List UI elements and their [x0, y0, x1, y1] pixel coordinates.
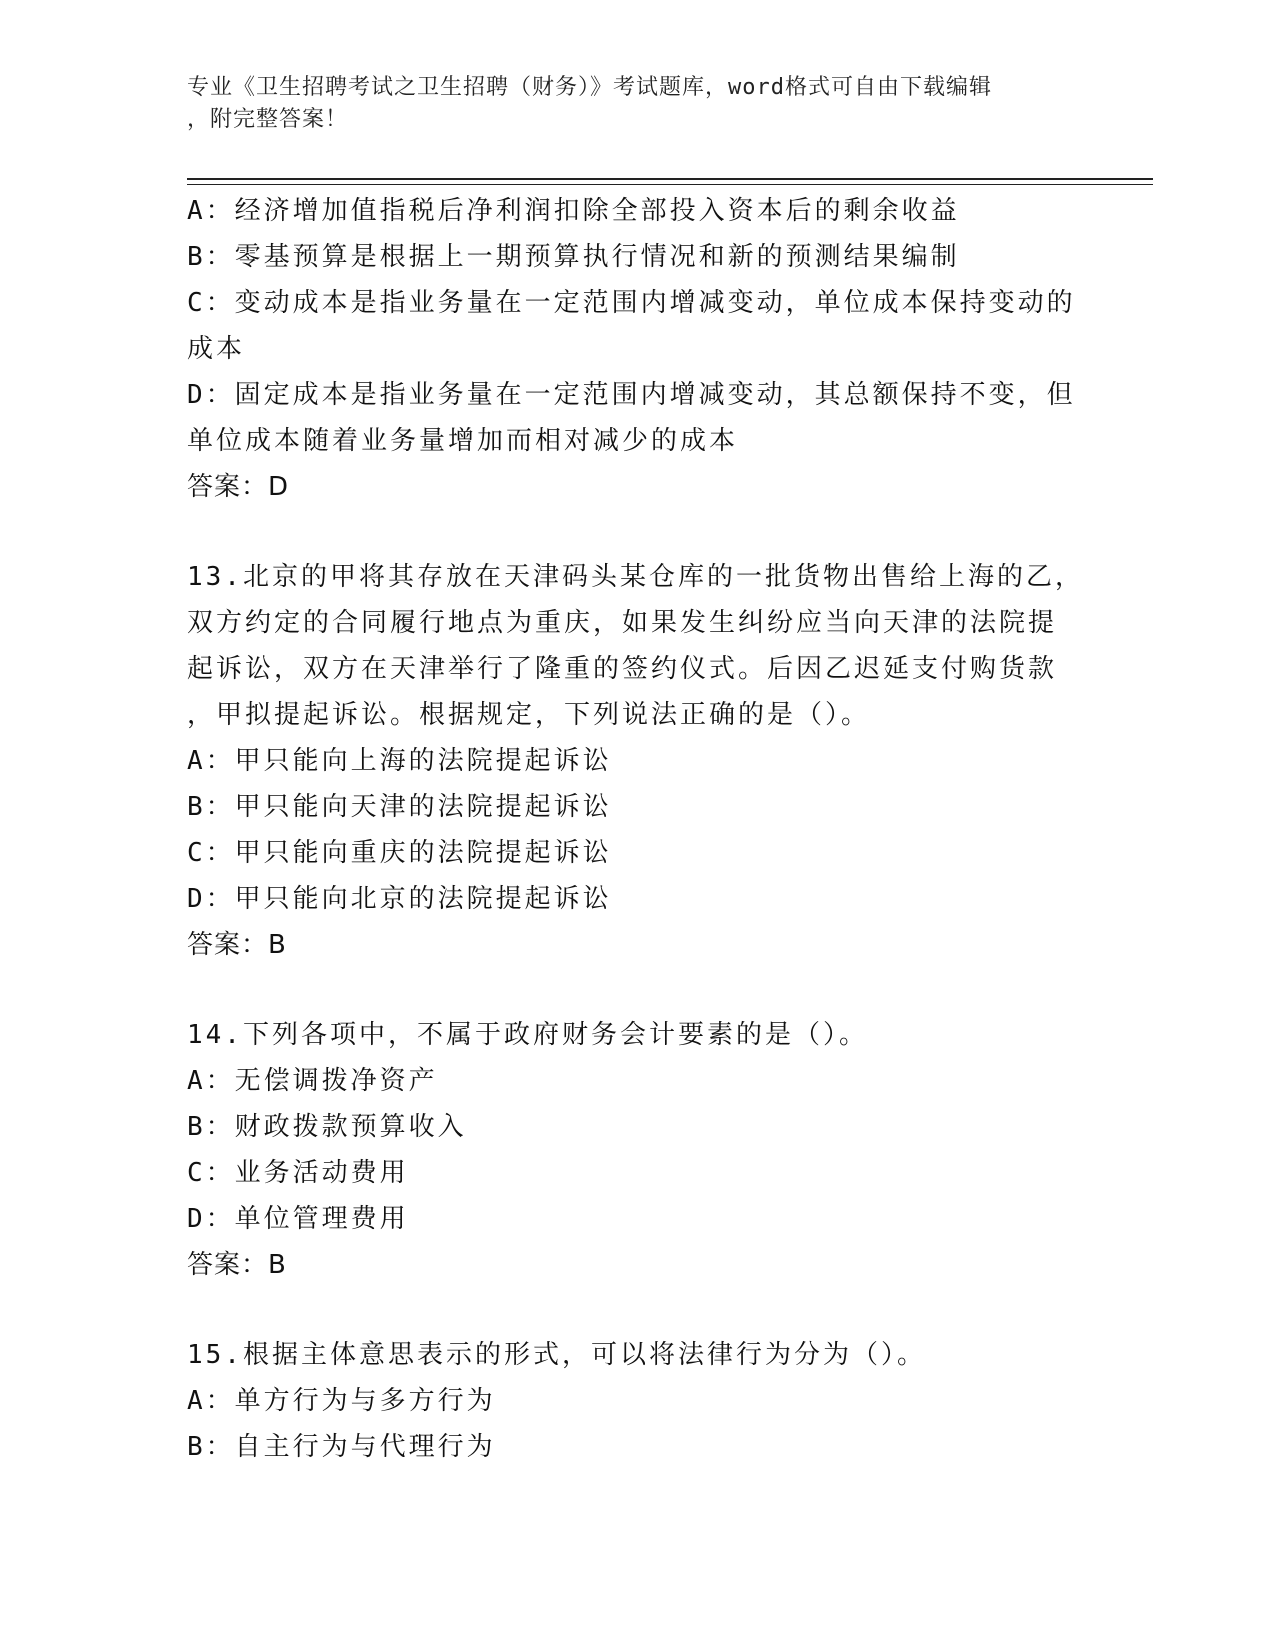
question-list — [187, 188, 1087, 1470]
document-header — [187, 72, 1067, 136]
q12-option-d-line2: 单位成本随着业务量增加而相对减少的成本 — [187, 426, 739, 456]
q13-stem-line1: 13.北京的甲将其存放在天津码头某仓库的一批货物出售给上海的乙， — [187, 562, 1084, 592]
q13-stem-line3: 起诉讼，双方在天津举行了隆重的签约仪式。后因乙迟延支付购货款 — [187, 654, 1058, 684]
q13-option-c: C：甲只能向重庆的法院提起诉讼 — [187, 838, 612, 868]
spacer — [187, 510, 1087, 554]
q12-option-c-line1: C：变动成本是指业务量在一定范围内增减变动，单位成本保持变动的 — [187, 288, 1076, 318]
q14-option-b: B：财政拨款预算收入 — [187, 1112, 467, 1142]
question-12 — [187, 188, 1087, 510]
q13-option-b: B：甲只能向天津的法院提起诉讼 — [187, 792, 612, 822]
q14-answer: 答案：B — [187, 1250, 287, 1280]
q15-option-a: A：单方行为与多方行为 — [187, 1386, 496, 1416]
q13-stem-line2: 双方约定的合同履行地点为重庆，如果发生纠纷应当向天津的法院提 — [187, 608, 1058, 638]
header-divider-thin — [187, 184, 1153, 185]
q13-answer: 答案：B — [187, 930, 287, 960]
header-line-2: ，附完整答案！ — [187, 107, 349, 132]
q13-stem-line4: ，甲拟提起诉讼。根据规定，下列说法正确的是（）。 — [187, 700, 871, 730]
header-divider-thick — [187, 178, 1153, 180]
question-15 — [187, 1332, 1087, 1470]
q14-stem: 14.下列各项中，不属于政府财务会计要素的是（）。 — [187, 1020, 868, 1050]
question-13 — [187, 554, 1087, 968]
question-14 — [187, 1012, 1087, 1288]
q14-option-d: D：单位管理费用 — [187, 1204, 409, 1234]
q13-option-d: D：甲只能向北京的法院提起诉讼 — [187, 884, 612, 914]
q12-option-c-line2: 成本 — [187, 334, 246, 364]
spacer — [187, 1288, 1087, 1332]
q12-answer: 答案：D — [187, 472, 290, 502]
q15-option-b: B：自主行为与代理行为 — [187, 1432, 496, 1462]
q15-stem: 15.根据主体意思表示的形式，可以将法律行为分为（）。 — [187, 1340, 926, 1370]
header-line-1: 专业《卫生招聘考试之卫生招聘（财务）》考试题库，word格式可自由下载编辑 — [187, 75, 992, 100]
q12-option-a: A：经济增加值指税后净利润扣除全部投入资本后的剩余收益 — [187, 196, 960, 226]
q14-option-c: C：业务活动费用 — [187, 1158, 409, 1188]
q12-option-b: B：零基预算是根据上一期预算执行情况和新的预测结果编制 — [187, 242, 960, 272]
q13-option-a: A：甲只能向上海的法院提起诉讼 — [187, 746, 612, 776]
q12-option-d-line1: D：固定成本是指业务量在一定范围内增减变动，其总额保持不变，但 — [187, 380, 1076, 410]
q14-option-a: A：无偿调拨净资产 — [187, 1066, 438, 1096]
spacer — [187, 968, 1087, 1012]
